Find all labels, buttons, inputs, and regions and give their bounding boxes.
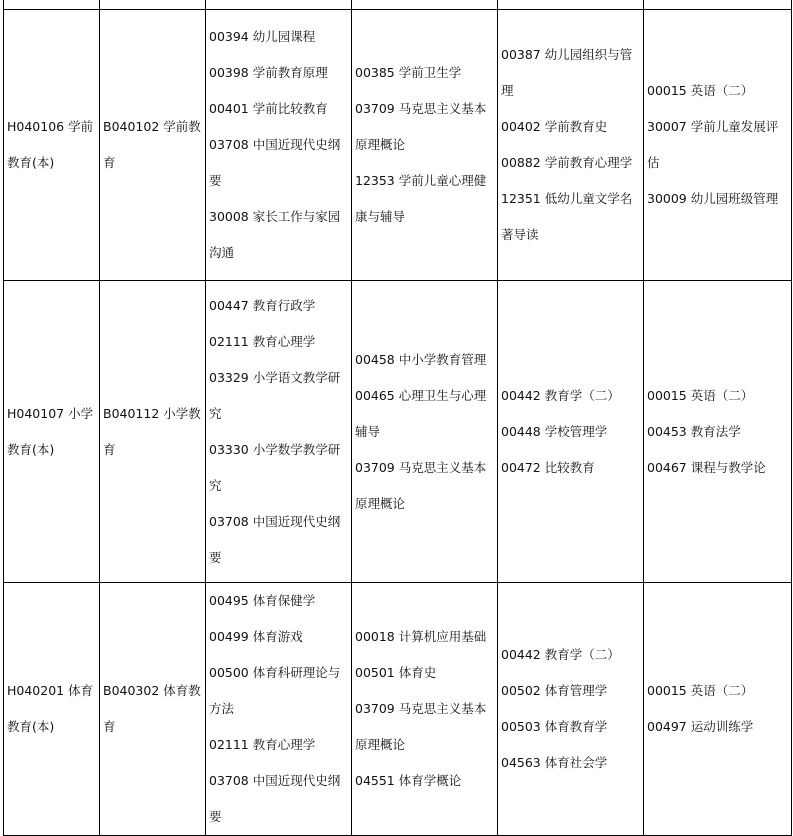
course-item: 30008 家长工作与家园沟通: [209, 209, 341, 260]
base-major-cell: B040302 体育教育: [100, 583, 206, 836]
course-item: 00500 体育科研理论与方法: [209, 665, 341, 716]
course-item: 00465 心理卫生与心理辅导: [355, 387, 487, 439]
course-list-cell: [352, 281, 498, 583]
course-list-cell: [352, 10, 498, 281]
course-item: 03330 小学数学教学研究: [209, 441, 341, 493]
course-item: 00495 体育保健学: [209, 593, 316, 608]
course-item: 00503 体育教育学: [501, 719, 608, 734]
table-cell: [4, 0, 100, 10]
course-item: 02111 教育心理学: [209, 737, 316, 752]
course-item: 00497 运动训练学: [647, 719, 754, 734]
course-item: 04563 体育社会学: [501, 755, 608, 770]
base-major-cell: B040112 小学教育: [100, 281, 206, 583]
table-row: [4, 10, 792, 281]
table-row: [4, 281, 792, 583]
course-item: 03708 中国近现代史纲要: [209, 513, 341, 565]
course-item: 00015 英语（二）: [647, 83, 754, 98]
course-item: 00453 教育法学: [647, 423, 741, 439]
course-item: 00015 英语（二）: [647, 387, 754, 403]
course-item: 00385 学前卫生学: [355, 65, 462, 80]
course-item: 03709 马克思主义基本原理概论: [355, 101, 487, 152]
course-item: 03708 中国近现代史纲要: [209, 773, 341, 824]
course-list-cell: [206, 10, 352, 281]
course-item: 02111 教育心理学: [209, 333, 316, 349]
course-item: 00442 教育学（二）: [501, 387, 620, 403]
course-item: 12351 低幼儿童文学名著导读: [501, 191, 633, 242]
course-item: 12353 学前儿童心理健康与辅导: [355, 173, 487, 224]
table-row: [4, 583, 792, 836]
course-list-cell: [352, 583, 498, 836]
course-item: 00467 课程与教学论: [647, 459, 766, 475]
course-item: 00458 中小学教育管理: [355, 351, 487, 367]
table-cell: [206, 0, 352, 10]
major-cell: H040107 小学教育(本): [4, 281, 100, 583]
course-item: 03329 小学语文教学研究: [209, 369, 341, 421]
course-item: 00018 计算机应用基础: [355, 629, 487, 644]
major-cell: H040106 学前教育(本): [4, 10, 100, 281]
course-item: 00398 学前教育原理: [209, 65, 328, 80]
table-cell: [644, 0, 792, 10]
course-item: 00472 比较教育: [501, 459, 595, 475]
table-cell: [352, 0, 498, 10]
course-list-cell: [644, 583, 792, 836]
course-item: 00401 学前比较教育: [209, 101, 328, 116]
major-cell: H040201 体育教育(本): [4, 583, 100, 836]
course-item: 04551 体育学概论: [355, 773, 462, 788]
course-item: 00499 体育游戏: [209, 629, 303, 644]
course-item: 00015 英语（二）: [647, 683, 754, 698]
course-list-cell: [644, 10, 792, 281]
course-item: 00502 体育管理学: [501, 683, 608, 698]
course-item: 00447 教育行政学: [209, 297, 316, 313]
course-item: 00402 学前教育史: [501, 119, 608, 134]
course-item: 30007 学前儿童发展评估: [647, 119, 779, 170]
course-list-cell: [206, 583, 352, 836]
course-list-cell: [498, 281, 644, 583]
course-list-cell: [644, 281, 792, 583]
table-row-top-edge: [4, 0, 792, 10]
course-item: 03709 马克思主义基本原理概论: [355, 459, 487, 511]
course-item: 00387 幼儿园组织与管理: [501, 47, 633, 98]
course-item: 00501 体育史: [355, 665, 437, 680]
course-item: 03709 马克思主义基本原理概论: [355, 701, 487, 752]
course-item: 00882 学前教育心理学: [501, 155, 633, 170]
course-item: 03708 中国近现代史纲要: [209, 137, 341, 188]
course-list-cell: [498, 10, 644, 281]
table-cell: [498, 0, 644, 10]
course-list-cell: [206, 281, 352, 583]
course-table: [3, 0, 792, 836]
course-item: 00448 学校管理学: [501, 423, 608, 439]
base-major-cell: B040102 学前教育: [100, 10, 206, 281]
course-item: 30009 幼儿园班级管理: [647, 191, 779, 206]
course-list-cell: [498, 583, 644, 836]
table-cell: [100, 0, 206, 10]
course-item: 00442 教育学（二）: [501, 647, 620, 662]
course-item: 00394 幼儿园课程: [209, 29, 316, 44]
